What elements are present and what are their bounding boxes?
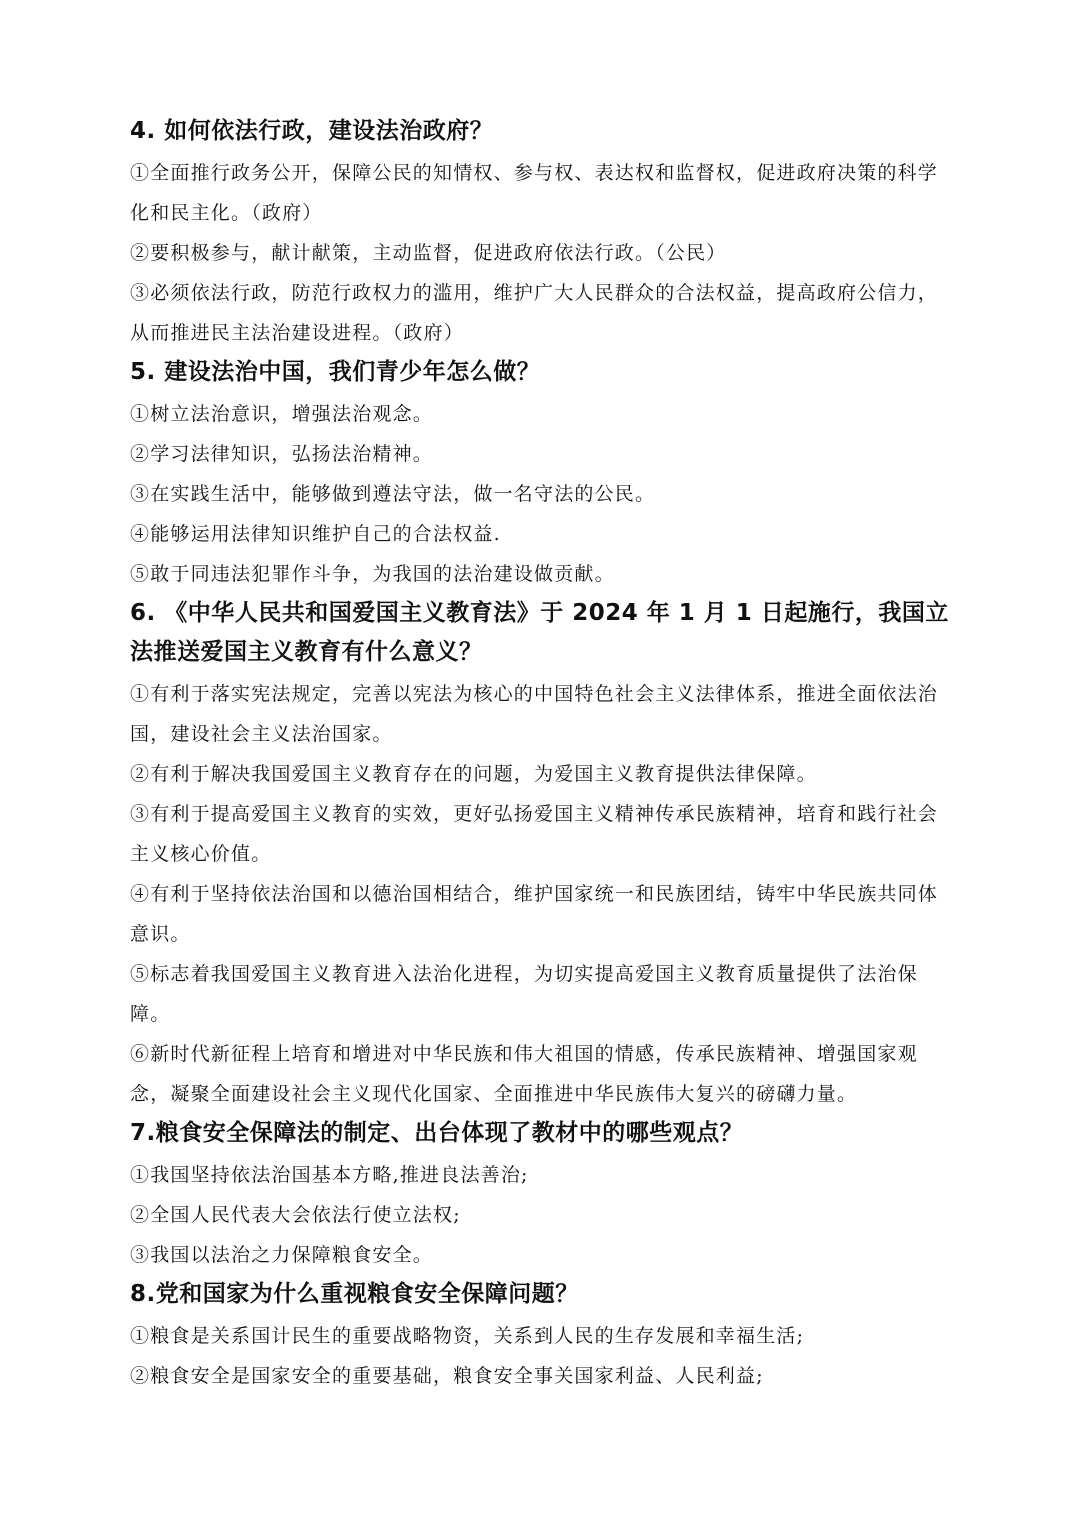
- answer-item: ③必须依法行政，防范行政权力的滥用，维护广大人民群众的合法权益，提高政府公信力，从而推进民主法治建设进程。（政府）: [130, 282, 939, 344]
- answer-item: ①有利于落实宪法规定，完善以宪法为核心的中国特色社会主义法律体系，推进全面依法治国，建设社会主义法治国家。: [130, 683, 939, 745]
- answer-item: ③我国以法治之力保障粮食安全。: [130, 1244, 434, 1266]
- answer-item: ①全面推行政务公开，保障公民的知情权、参与权、表达权和监督权，促进政府决策的科学化和民主化。（政府）: [130, 162, 939, 224]
- answer-item: ②学习法律知识，弘扬法治精神。: [130, 443, 434, 465]
- question-heading: 7.粮食安全保障法的制定、出台体现了教材中的哪些观点？: [130, 1120, 744, 1146]
- answer-item: ④能够运用法律知识维护自己的合法权益.: [130, 523, 501, 545]
- question-heading: 6. 《中华人民共和国爱国主义教育法》于 2024 年 1 月 1 日起施行，我国立法推送爱国主义教育有什么意义？: [130, 600, 949, 665]
- answer-item: ①我国坚持依法治国基本方略,推进良法善治;: [130, 1164, 529, 1186]
- answer-item: ①树立法治意识，增强法治观念。: [130, 403, 434, 425]
- answer-item: ②有利于解决我国爱国主义教育存在的问题，为爱国主义教育提供法律保障。: [130, 763, 817, 785]
- answer-item: ②要积极参与，献计献策，主动监督，促进政府依法行政。（公民）: [130, 242, 727, 264]
- answer-item: ⑥新时代新征程上培育和增进对中华民族和伟大祖国的情感，传承民族精神、增强国家观念，凝聚全面建设社会主义现代化国家、全面推进中华民族伟大复兴的磅礴力量。: [130, 1043, 918, 1105]
- question-heading: 4. 如何依法行政，建设法治政府？: [130, 118, 494, 144]
- answer-item: ⑤敢于同违法犯罪作斗争，为我国的法治建设做贡献。: [130, 563, 615, 585]
- question-heading: 8.党和国家为什么重视粮食安全保障问题？: [130, 1281, 579, 1307]
- answer-item: ③有利于提高爱国主义教育的实效，更好弘扬爱国主义精神传承民族精神，培育和践行社会主义核心价值。: [130, 803, 939, 865]
- answer-item: ④有利于坚持依法治国和以德治国相结合，维护国家统一和民族团结，铸牢中华民族共同体意识。: [130, 883, 939, 945]
- section-q6: [130, 594, 955, 1114]
- section-q7: [130, 1114, 955, 1275]
- answer-item: ③在实践生活中，能够做到遵法守法，做一名守法的公民。: [130, 483, 656, 505]
- answer-item: ⑤标志着我国爱国主义教育进入法治化进程，为切实提高爱国主义教育质量提供了法治保障。: [130, 963, 918, 1025]
- answer-item: ①粮食是关系国计民生的重要战略物资，关系到人民的生存发展和幸福生活;: [130, 1325, 805, 1347]
- section-q4: [130, 112, 955, 353]
- section-q5: [130, 353, 955, 594]
- section-q8: [130, 1275, 955, 1396]
- answer-item: ②全国人民代表大会依法行使立法权;: [130, 1204, 461, 1226]
- document-page: [130, 112, 955, 1396]
- answer-item: ②粮食安全是国家安全的重要基础，粮食安全事关国家利益、人民利益;: [130, 1365, 764, 1387]
- question-heading: 5. 建设法治中国，我们青少年怎么做？: [130, 359, 541, 385]
